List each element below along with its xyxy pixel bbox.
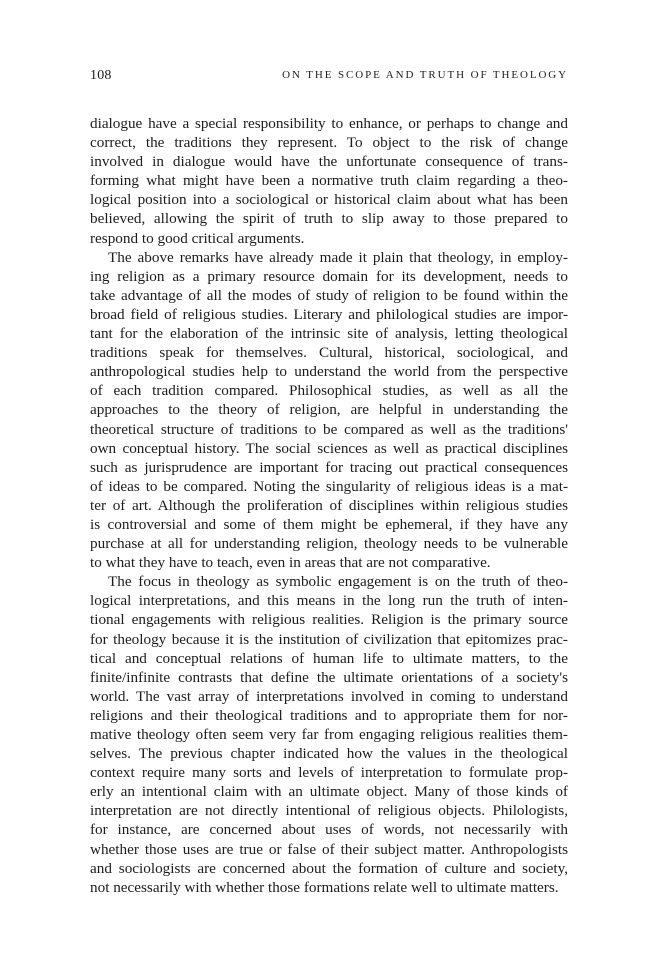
text-line: finite/infinite contrasts that define the ultimate orientations of a society's: [90, 668, 568, 686]
text-line: tical and conceptual relations of human life to ultimate matters, to the: [90, 649, 568, 667]
paragraph: [90, 572, 568, 897]
text-line: respond to good critical arguments.: [90, 229, 305, 247]
text-line: approaches to the theory of religion, are helpful in understanding the: [90, 401, 568, 419]
text-line: of each tradition compared. Philosophical studies, as well as all the: [90, 382, 568, 400]
text-line: The focus in theology as symbolic engagement is on the truth of theo-: [108, 573, 568, 591]
text-line: The above remarks have already made it plain that theology, in employ-: [108, 248, 568, 266]
text-line: and sociologists are concerned about the formation of culture and society,: [90, 859, 568, 877]
text-line: logical position into a sociological or historical claim about what has been: [90, 191, 568, 209]
page-number: 108: [90, 68, 112, 83]
text-line: take advantage of all the modes of study of religion to be found within the: [90, 286, 568, 304]
text-line: interpretation are not directly intentional of religious objects. Philologists,: [90, 802, 568, 820]
text-line: dialogue have a special responsibility to enhance, or perhaps to change and: [90, 115, 568, 132]
text-line: whether those uses are true or false of their subject matter. Anthropologists: [90, 840, 568, 858]
body-text: [90, 114, 568, 897]
text-line: context require many sorts and levels of interpretation to formulate prop-: [90, 764, 568, 782]
text-line: religions and their theological traditions and to appropriate them for nor-: [90, 706, 568, 724]
paragraph: [90, 248, 568, 573]
text-line: erly an intentional claim with an ultimate object. Many of those kinds of: [90, 783, 568, 801]
text-line: such as jurisprudence are important for tracing out practical consequences: [90, 458, 568, 476]
text-line: mative theology often seem very far from engaging religious realities them-: [90, 726, 568, 743]
text-line: tant for the elaboration of the intrinsic site of analysis, letting theological: [90, 325, 568, 343]
running-head: ON THE SCOPE AND TRUTH OF THEOLOGY: [282, 69, 568, 81]
text-line: correct, the traditions they represent. To object to the risk of change: [90, 134, 568, 152]
text-line: involved in dialogue would have the unfortunate consequence of trans-: [90, 153, 568, 171]
text-line: world. The vast array of interpretations involved in coming to understand: [90, 687, 568, 705]
paragraph: [90, 114, 568, 248]
text-line: logical interpretations, and this means in the long run the truth of inten-: [90, 592, 568, 610]
text-line: ing religion as a primary resource domain for its development, needs to: [90, 267, 568, 285]
text-line: is controversial and some of them might be ephemeral, if they have any: [90, 515, 568, 533]
text-line: tional engagements with religious realities. Religion is the primary source: [90, 611, 568, 629]
text-line: traditions speak for themselves. Cultural, historical, sociological, and: [90, 344, 568, 362]
text-line: to what they have to teach, even in areas that are not comparative.: [90, 554, 491, 572]
text-line: own conceptual history. The social sciences as well as practical disciplines: [90, 439, 568, 457]
text-line: for instance, are concerned about uses of words, not necessarily with: [90, 821, 568, 839]
text-line: broad field of religious studies. Literary and philological studies are impor-: [90, 305, 568, 323]
text-line: anthropological studies help to understand the world from the perspective: [90, 363, 568, 381]
text-line: theoretical structure of traditions to be compared as well as the traditions': [90, 420, 568, 438]
text-line: ter of art. Although the proliferation of disciplines within religious studies: [90, 496, 568, 514]
text-line: selves. The previous chapter indicated how the values in the theological: [90, 745, 568, 763]
text-line: forming what might have been a normative truth claim regarding a theo-: [90, 172, 568, 190]
text-line: for theology because it is the institution of civilization that epitomizes prac-: [90, 630, 568, 648]
page-header: [90, 68, 568, 88]
text-line: of ideas to be compared. Noting the singularity of religious ideas is a mat-: [90, 477, 568, 495]
text-line: not necessarily with whether those formations relate well to ultimate matters.: [90, 878, 559, 896]
text-line: purchase at all for understanding religion, theology needs to be vulnerable: [90, 535, 568, 553]
text-line: believed, allowing the spirit of truth to slip away to those prepared to: [90, 210, 568, 228]
